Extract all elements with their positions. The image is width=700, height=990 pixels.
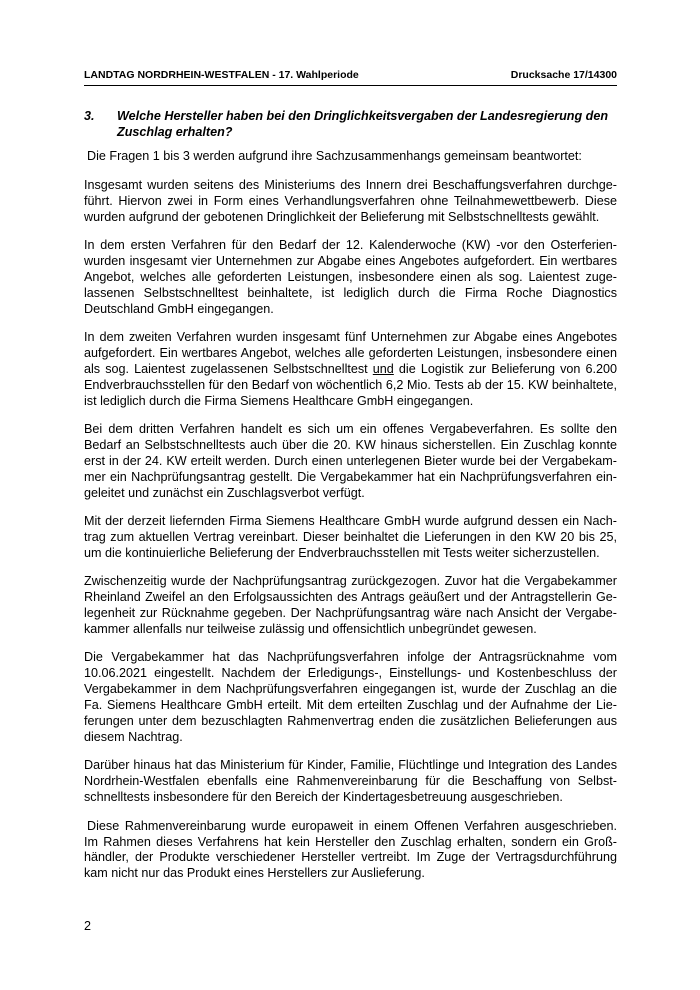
page-header [84,67,617,86]
paragraph-award: Die Vergabekammer hat das Nachprüfungsverfahren infolge der Antragsrücknahme vom 10.06.2021 eingestellt. Nachdem der Erledigungs-, Einstellungs- und Kostenbeschluss der Vergabekammer in dem Nachprüfungsverfahren eingegangen ist, wurde der Zuschlag an die Fa. Siemens Healthcare GmbH erteilt. Mit dem erteilten Zuschlag und der Aufnahme der Lieferungen unter dem bezuschlagten Rahmenvertrag enden die zusätzlichen Belieferungen aus diesem Nachtrag. [84,650,617,744]
paragraph-third-procedure: Bei dem dritten Verfahren handelt es sich um ein offenes Vergabeverfahren. Es sollte den Bedarf an Selbstschnelltests auch über die 20. KW hinaus sicherstellen. Ein Zuschlag konnte erst in der 24. KW erteilt werden. Durch einen unterlegenen Bieter wurde bei der Vergabekammer ein Nachprüfungsantrag gestellt. Die Vergabekammer hat ein Nachprüfungsverfahren eingeleitet und zunächst ein Zuschlagsverbot verfügt. [84,422,617,500]
document-body [84,108,617,895]
underlined-word: und [372,361,394,376]
paragraph-procurement-overview: Insgesamt wurden seitens des Ministeriums des Innern drei Beschaffungsverfahren durchgeführt. Hiervon zwei in Form eines Verhandlungsverfahren ohne Teilnahmewettbewerb. Diese wurden aufgrund der gebotenen Dringlichkeit der Belieferung mit Selbstschnelltests gewählt. [84,177,617,224]
paragraph-ministry-framework: Darüber hinaus hat das Ministerium für Kinder, Familie, Flüchtlinge und Integration des Landes Nordrhein-Westfalen ebenfalls eine Rahmenvereinbarung für die Beschaffung von Selbstschnelltests insbesondere für den Bereich der Kindertagesbetreuung ausgeschrieben. [84,758,617,805]
answer-intro: Die Fragen 1 bis 3 werden aufgrund ihre Sachzusammenhangs gemeinsam beantwortet: [87,149,582,164]
paragraph-second-procedure-part1: In dem zweiten Verfahren wurden insgesamt fünf Unternehmen zur Abgabe eines Angebotes aufgefordert. Ein wertbares Angebot, welches alle geforderten Leistungen, insbesondere einen als sog. Laientest zugelassenen Selbstschnelltest [84,330,617,376]
question-heading [84,108,617,140]
question-text: Welche Hersteller haben bei den Dringlichkeitsvergaben der Landesregierung den Zuschlag erhalten? [117,109,609,140]
paragraph-europe-tender: Diese Rahmenvereinbarung wurde europaweit in einem Offenen Verfahren ausgeschrieben. Im Rahmen dieses Verfahrens hat kein Hersteller den Zuschlag erhalten, sondern ein Großhändler, der Produkte verschiedener Hersteller vertreibt. Im Zuge der Vertragsdurchführung kam nicht nur das Produkt eines Herstellers zur Auslieferung. [84,818,617,881]
document-number: Drucksache 17/14300 [510,69,617,81]
parliament-title: LANDTAG NORDRHEIN-WESTFALEN - 17. Wahlperiode [84,69,359,81]
paragraph-first-procedure: In dem ersten Verfahren für den Bedarf der 12. Kalenderwoche (KW) -vor den Osterferienwurden insgesamt vier Unternehmen zur Abgabe eines Angebotes aufgefordert. Ein wertbares Angebot, welches alle geforderten Leistungen, insbesondere einen als sog. Laientest zugelassenen Selbstschnelltest beinhaltete, ist lediglich durch die Firma Roche Diagnostics Deutschland GmbH eingegangen. [84,238,617,316]
question-number: 3. [84,109,95,123]
paragraph-withdrawal: Zwischenzeitig wurde der Nachprüfungsantrag zurückgezogen. Zuvor hat die Vergabekammer Rheinland Zweifel an den Erfolgsaussichten des Antrags geäußert und der Antragstellerin Gelegenheit zur Rücknahme gegeben. Der Nachprüfungsantrag wäre nach Ansicht der Vergabekammer allenfalls nur teilweise zulässig und offensichtlich unbegründet gewesen. [84,574,617,637]
paragraph-second-procedure-part2: die Logistik zur Belieferung von 6.200 Endverbrauchsstellen für den Bedarf von wöchentlich 6,2 Mio. Tests ab der 15. KW beinhaltete, ist lediglich durch die Firma Siemens Healthcare GmbH eingegangen. [84,361,618,408]
paragraph-supplement: Mit der derzeit liefernden Firma Siemens Healthcare GmbH wurde aufgrund dessen ein Nachtrag zum aktuellen Vertrag vereinbart. Dieser beinhaltet die Lieferungen in den KW 20 bis 25, um die kontinuierliche Belieferung der Endverbrauchsstellen mit Tests weiter sicherzustellen. [84,514,617,560]
paragraph-second-procedure [84,330,617,410]
page-number: 2 [84,919,92,933]
